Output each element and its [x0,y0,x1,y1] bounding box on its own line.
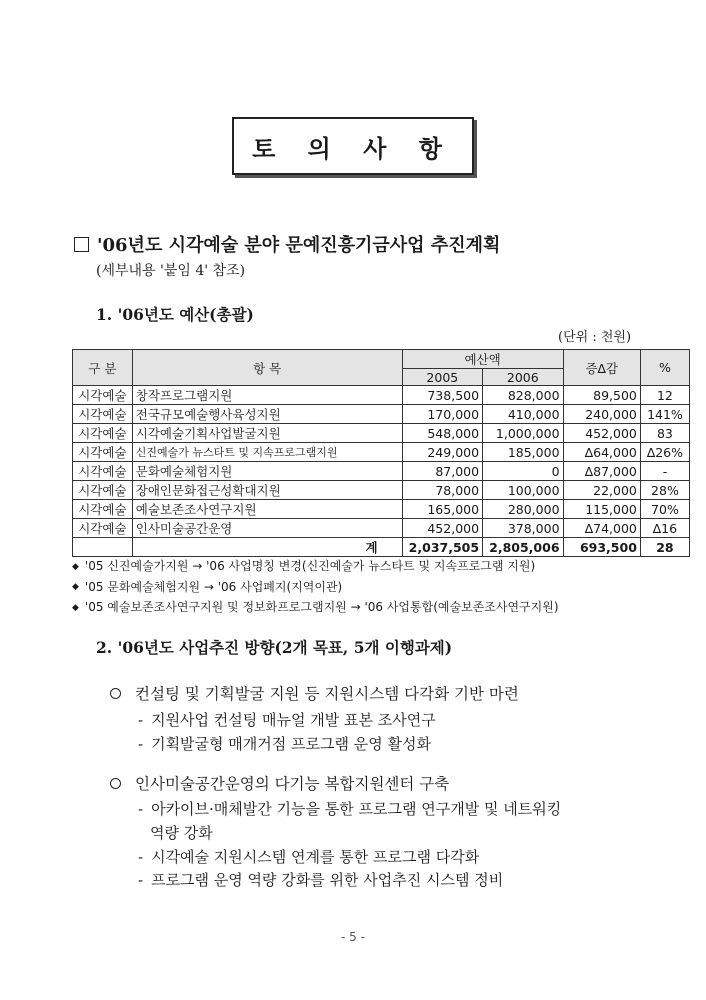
dash-bullet: - [138,871,144,889]
header-item: 항 목 [132,350,402,386]
cell-2005: 548,000 [402,424,482,443]
cell-category: 시각예술 [73,405,133,424]
cell-2005: 249,000 [402,443,482,462]
note-text: '05 예술보존조사연구지원 및 정보화프로그램지원 → '06 사업통합(예술보존조사연구지원) [84,600,559,614]
cell-category: 시각예술 [73,500,133,519]
table-row [73,424,690,443]
cell-2005: 452,000 [402,519,482,538]
cell-pct: 28% [640,481,689,500]
cell-2006: 0 [483,462,563,481]
cell-pct: ∆16 [640,519,689,538]
cell-2006: 100,000 [483,481,563,500]
cell-diff: ∆87,000 [563,462,640,481]
cell-diff: 240,000 [563,405,640,424]
header-2006: 2006 [483,369,563,386]
cell-pct: 83 [640,424,689,443]
dash-bullet: - [138,711,144,729]
table-row [73,443,690,462]
cell-diff: ∆74,000 [563,519,640,538]
total-label: 계 [132,538,402,557]
header-pct: % [640,350,689,386]
cell-2005: 78,000 [402,481,482,500]
task-text: 기획발굴형 매개거점 프로그램 운영 활성화 [151,735,431,753]
total-2006: 2,805,006 [483,538,563,557]
cell-category: 시각예술 [73,443,133,462]
header-2005: 2005 [402,369,482,386]
total-diff: 693,500 [563,538,640,557]
note-item [72,597,559,618]
checkbox-icon [74,237,89,252]
cell-2006: 1,000,000 [483,424,563,443]
task-text: 프로그램 운영 역량 강화를 위한 사업추진 시스템 정비 [151,871,504,889]
goal-2 [110,772,449,794]
diamond-bullet-icon: ◆ [72,561,79,572]
cell-category: 시각예술 [73,386,133,405]
task-text: 시각예술 지원시스템 연계를 통한 프로그램 다각화 [151,848,480,866]
table-row [73,481,690,500]
header-category: 구 분 [73,350,133,386]
total-2005: 2,037,505 [402,538,482,557]
goal-2-task [138,846,479,867]
total-pct: 28 [640,538,689,557]
goal-2-task [138,798,561,819]
circle-bullet-icon [110,688,121,699]
note-item [72,577,559,598]
cell-pct: - [640,462,689,481]
dash-bullet: - [138,800,144,818]
page-number: - 5 - [341,930,365,944]
goal-1-task [138,709,436,730]
cell-2006: 280,000 [483,500,563,519]
table-row [73,386,690,405]
section1-title: 1. '06년도 예산(총괄) [96,305,254,324]
main-heading [74,231,500,257]
total-blank-cell [73,538,133,557]
goal-2-task [138,869,503,890]
cell-2005: 87,000 [402,462,482,481]
goal-1-text: 컨설팅 및 기획발굴 지원 등 지원시스템 다각화 기반 마련 [135,685,519,703]
cell-item: 시각예술기획사업발굴지원 [132,424,402,443]
budget-table [72,349,690,557]
cell-category: 시각예술 [73,519,133,538]
cell-pct: 141% [640,405,689,424]
cell-2005: 165,000 [402,500,482,519]
goal-2-text: 인사미술공간운영의 다기능 복합지원센터 구축 [135,775,450,793]
note-text: '05 신진예술가지원 → '06 사업명칭 변경(신진예술가 뉴스타트 및 지속프로그램 지원) [84,559,536,573]
task-text: 아카이브·매체발간 기능을 통한 프로그램 연구개발 및 네트워킹 [151,800,562,818]
unit-label: (단위 : 천원) [558,330,632,345]
cell-category: 시각예술 [73,424,133,443]
header-diff: 증∆감 [563,350,640,386]
cell-category: 시각예술 [73,462,133,481]
task-text: 지원사업 컨설팅 매뉴얼 개발 표본 조사연구 [151,711,436,729]
cell-item: 장애인문화접근성확대지원 [132,481,402,500]
cell-diff: 452,000 [563,424,640,443]
table-notes [72,556,559,618]
cell-diff: 89,500 [563,386,640,405]
cell-pct: 70% [640,500,689,519]
cell-2006: 185,000 [483,443,563,462]
cell-category: 시각예술 [73,481,133,500]
note-text: '05 문화예술체험지원 → '06 사업폐지(지역이관) [84,579,343,594]
cell-item: 인사미술공간운영 [132,519,402,538]
dash-bullet: - [138,735,144,753]
cell-2006: 828,000 [483,386,563,405]
dash-bullet: - [138,848,144,866]
main-heading-text: '06년도 시각예술 분야 문예진흥기금사업 추진계획 [97,235,501,256]
total-row [73,538,690,557]
cell-item: 신진예술가 뉴스타트 및 지속프로그램지원 [132,443,402,462]
cell-diff: 22,000 [563,481,640,500]
cell-item: 예술보존조사연구지원 [132,500,402,519]
cell-pct: 12 [640,386,689,405]
circle-bullet-icon [110,778,121,789]
table-row [73,405,690,424]
goal-1-task [138,733,431,754]
diamond-bullet-icon: ◆ [72,602,79,613]
cell-2006: 378,000 [483,519,563,538]
cell-2005: 170,000 [402,405,482,424]
cell-item: 문화예술체험지원 [132,462,402,481]
note-item [72,556,559,577]
cell-2006: 410,000 [483,405,563,424]
cell-item: 전국규모예술행사육성지원 [132,405,402,424]
cell-diff: 115,000 [563,500,640,519]
goal-2-task-continuation: 역량 강화 [150,824,213,842]
cell-item: 창작프로그램지원 [132,386,402,405]
cell-pct: ∆26% [640,443,689,462]
reference-note: (세부내용 '붙임 4' 참조) [96,263,246,279]
header-budget: 예산액 [402,350,563,369]
table-row [73,500,690,519]
cell-2005: 738,500 [402,386,482,405]
table-row [73,462,690,481]
section2-title: 2. '06년도 사업추진 방향(2개 목표, 5개 이행과제) [96,638,453,657]
goal-1 [110,682,519,704]
table-row [73,519,690,538]
diamond-bullet-icon: ◆ [72,582,79,592]
page-title: 토 의 사 항 [232,117,474,175]
cell-diff: ∆64,000 [563,443,640,462]
